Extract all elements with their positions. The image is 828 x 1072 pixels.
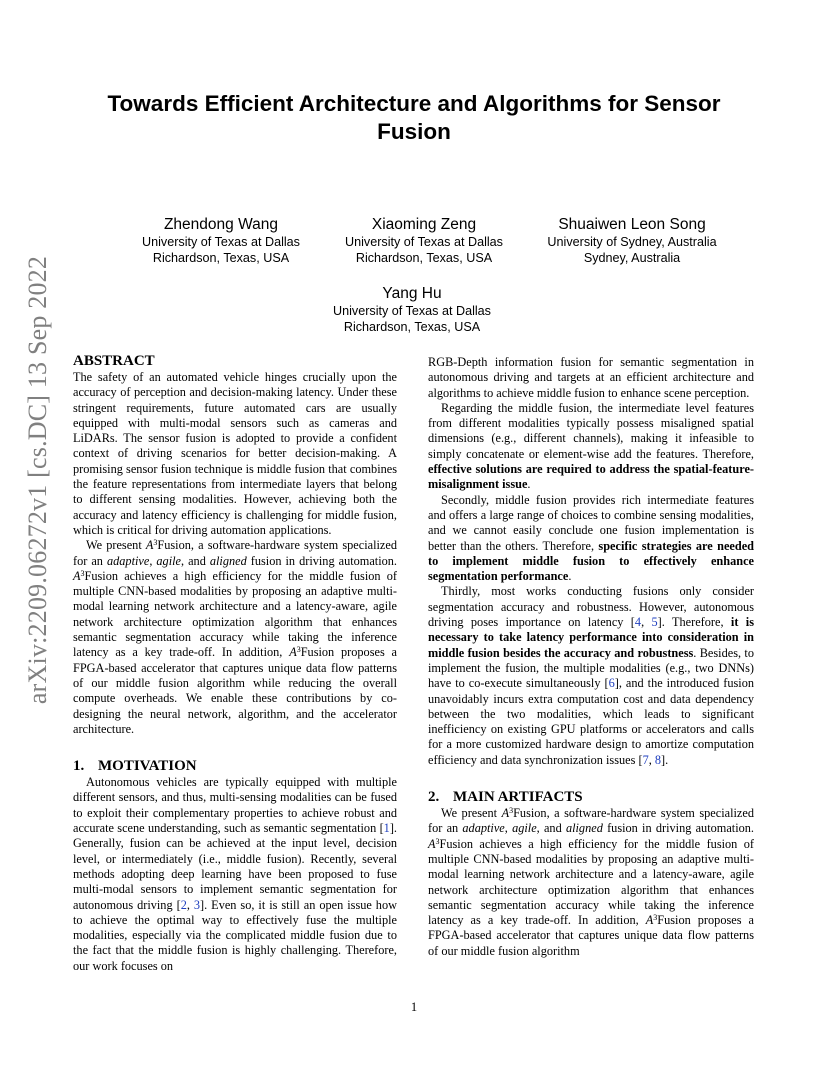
body-paragraph: RGB-Depth information fusion for semantic segmentation in autonomous driving and targets at an efficient architecture and algorithms to achieve middle fusion to enhance scene perception. — [428, 355, 754, 400]
artifacts-paragraph: We present $A^3Fusion$, a software-hardware system specialized for an adaptive, agile, and aligned fusion in driving automation. $A^3Fusion$ achieves a high efficiency for the middle fusion of multiple CNN-based modalities by proposing an adaptive multi-modal learning network architecture and a latency-aware, agile network architecture optimization algorithm that enhances semantic segmentation accuracy while taking the inference latency as a key trade-off. In addition, $A^3Fusion$ proposes a FPGA-based accelerator that captures unique data flow patterns of our middle fusion algorithm — [428, 806, 754, 958]
left-column — [73, 352, 397, 974]
citation-link[interactable]: 7 — [642, 752, 649, 767]
body-paragraph: Thirdly, most works conducting fusions only consider segmentation accuracy and robustness. However, autonomous driving poses importance on latency [4, 5]. Therefore, it is necessary to take latency performance into consideration in middle fusion besides the accuracy and robustness. Besides, to implement the fusion, the multiple modalities (e.g., two DNNs) have to co-execute simultaneously [6], and the introduced fusion unavoidably incurs extra computation cost and data dependency between the two modalities, which leads to significant inefficiency on existing GPU platforms or accelerators and calls for a more customized hardware design to amortize computation efficiency and data synchronization issues [7, 8]. — [428, 584, 754, 767]
abstract-paragraph: We present $A^3Fusion$, a software-hardware system specialized for an adaptive, agile, and aligned fusion in driving automation. $A^3Fusion$ achieves a high efficiency for the middle fusion of multiple CNN-based modalities by proposing an adaptive multi-modal learning network architecture and a latency-aware, agile network architecture optimization algorithm that enhances semantic segmentation accuracy while taking the inference latency as a key trade-off. In addition, $A^3Fusion$ proposes a FPGA-based accelerator that captures unique data flow patterns of our middle fusion algorithm while reducing the overall compute overheads. We enable these contributions by co-designing the neural network, algorithm, and the accelerator architecture. — [73, 538, 398, 736]
right-column — [428, 355, 754, 959]
author-affiliation: University of Texas at Dallas — [345, 235, 503, 249]
abstract-heading: ABSTRACT — [73, 353, 155, 369]
author-name: Shuaiwen Leon Song — [558, 216, 706, 233]
citation-link[interactable]: 8 — [654, 752, 662, 767]
author-affiliation: University of Texas at Dallas — [142, 235, 300, 249]
author-name: Zhendong Wang — [163, 216, 279, 233]
motivation-paragraph: Autonomous vehicles are typically equipped with multiple different sensors, and thus, multi-sensing modalities can be fused to exploit their complementary properties to achieve robust and accurate scene understanding, such as semantic segmentation [1]. Generally, fusion can be achieved at the input level, decision level, or intermediately (i.e., middle fusion). Recently, several methods adopting deep learning have been proposed to fuse multi-modal sensors to implement semantic segmentation for autonomous driving [2, 3]. Even so, it is still an open issue how to achieve the optimal way to effectively fuse the multiple modalities, especially via the complicated middle fusion due to the fact that the middle fusion is highly challenging. Therefore, our work focuses on — [73, 775, 397, 973]
paper-title: Towards Efficient Architecture and Algorithms for Sensor Fusion — [107, 91, 721, 144]
citation-link[interactable]: 3 — [193, 897, 201, 912]
author-block — [304, 215, 544, 266]
page-number: 1 — [410, 1000, 418, 1014]
citation-link[interactable]: 2 — [180, 897, 187, 912]
body-paragraph: Secondly, middle fusion provides rich intermediate features and offers a large range of choices to combine sensing modalities, and we cannot easily conclude one fusion implementation is better than the others. Therefore, specific strategies are needed to implement middle fusion to effectively enhance segmentation performance. — [428, 492, 754, 584]
author-affiliation: University of Texas at Dallas — [333, 304, 491, 318]
author-affiliation: University of Sydney, Australia — [547, 235, 717, 249]
artifacts-heading: 2. MAIN ARTIFACTS — [428, 789, 583, 806]
author-name: Xiaoming Zeng — [371, 216, 477, 233]
author-location: Richardson, Texas, USA — [355, 250, 493, 265]
author-block — [292, 284, 532, 335]
citation-link[interactable]: 5 — [651, 615, 658, 630]
author-location: Sydney, Australia — [583, 250, 681, 265]
author-location: Richardson, Texas, USA — [152, 250, 290, 265]
author-block — [512, 215, 752, 266]
motivation-heading: 1. MOTIVATION — [73, 758, 197, 775]
abstract-paragraph: The safety of an automated vehicle hinges crucially upon the accuracy of perception and decision-making latency. Under these stringent requirements, future automated cars are usually equipped with multi-modal sensors such as cameras and LiDARs. The sensor fusion is adopted to provide a confident context of driving scenarios for better decision-making. A promising sensor fusion technique is middle fusion that combines the feature representations from intermediate layers that belong to different sensing modalities. However, achieving both the accuracy and latency efficiency is challenging for middle fusion, which is critical for driving automation applications. — [73, 370, 397, 537]
author-location: Richardson, Texas, USA — [343, 319, 481, 334]
arxiv-sidebar — [8, 255, 68, 705]
citation-link[interactable]: 6 — [608, 676, 615, 691]
citation-link[interactable]: 4 — [634, 615, 642, 630]
body-paragraph: Regarding the middle fusion, the intermediate level features from different modalities typically possess misaligned spatial dimensions (e.g., different channels), making it infeasible to simply concatenate or element-wise add the features. Therefore, effective solutions are required to address the spatial-feature-misalignment issue. — [428, 400, 754, 492]
author-name: Yang Hu — [382, 285, 442, 302]
citation-link[interactable]: 1 — [383, 821, 390, 836]
arxiv-identifier: arXiv:2209.06272v1 [cs.DC] 13 Sep 2022 — [23, 255, 52, 705]
